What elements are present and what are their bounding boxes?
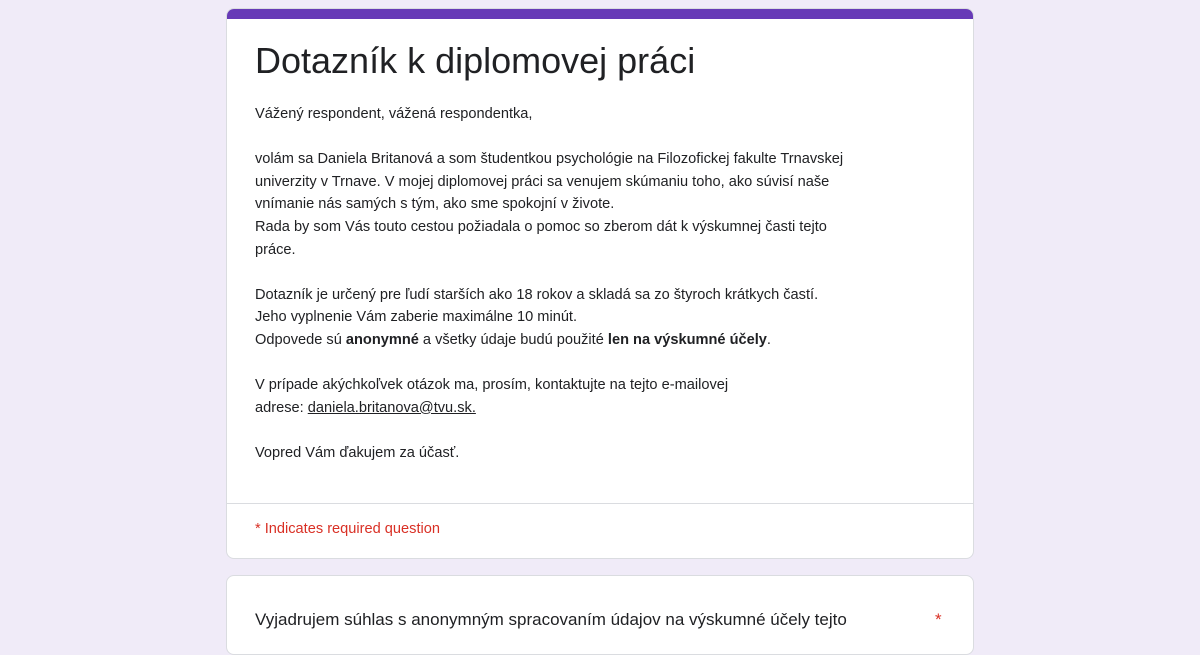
header-accent-bar [227,9,973,19]
description-info-line: Jeho vyplnenie Vám zaberie maximálne 10 minút. [255,309,578,326]
description-thanks: Vopred Vám ďakujem za účasť. [255,444,460,461]
description-intro-line: Rada by som Vás touto cestou požiadala o pomoc so zberom dát k výskumnej časti tejto [255,218,827,235]
question-title: Vyjadrujem súhlas s anonymným spracovaním údajov na výskumné účely tejto [255,610,847,629]
form-header-card [226,8,974,559]
description-contact-address [255,397,955,420]
form-title: Dotazník k diplomovej práci [255,40,696,81]
description-intro-line: vnímanie nás samých s tým, ako sme spokojní v živote. [255,196,615,213]
description-contact-line: V prípade akýchkoľvek otázok ma, prosím, kontaktujte na tejto e-mailovej [255,377,729,394]
description-intro-line: práce. [255,241,296,258]
answers-bold-anonymous: anonymné [345,331,419,348]
description-answers-line [255,329,955,352]
header-divider [227,503,973,504]
answers-suffix: . [766,331,771,348]
description-intro-line: univerzity v Trnave. V mojej diplomovej práci sa venujem skúmaniu toho, ako súvisí naše [255,173,830,190]
answers-prefix: Odpovede sú [255,331,346,348]
required-asterisk: * [935,610,942,629]
contact-email-link[interactable]: daniela.britanova@tvu.sk. [307,399,476,416]
answers-middle: a všetky údaje budú použité [418,331,608,348]
description-intro-line: volám sa Daniela Britanová a som študentkou psychológie na Filozofickej fakulte Trnavskej [255,151,844,168]
contact-prefix: adrese: [255,399,308,416]
question-card [226,575,974,655]
description-info-line: Dotazník je určený pre ľudí starších ako 18 rokov a skladá sa zo štyroch krátkych častí. [255,286,819,303]
required-question-note: * Indicates required question [255,521,440,537]
form-description [255,103,955,465]
answers-bold-research: len na výskumné účely [607,331,767,348]
description-greeting: Vážený respondent, vážená respondentka, [255,106,533,122]
